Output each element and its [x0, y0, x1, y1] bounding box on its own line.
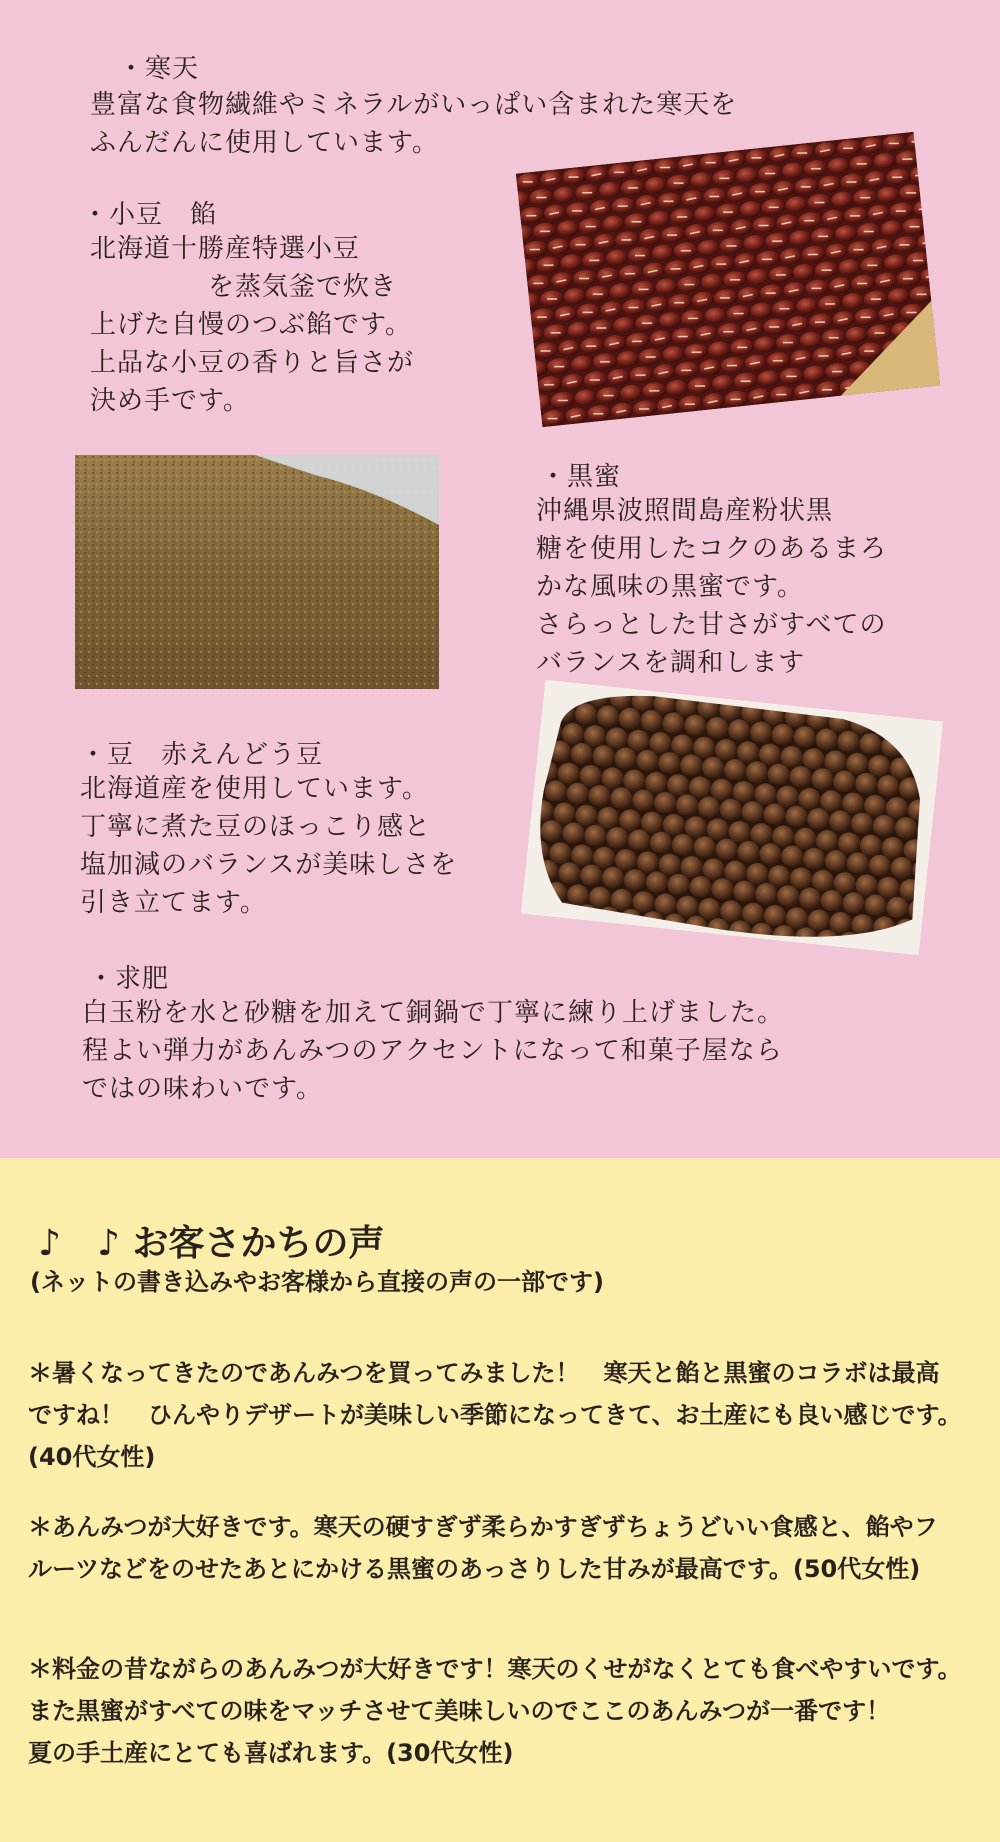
voices-title: ♪ ♪ お客さかちの声	[38, 1223, 385, 1264]
mame-description: 北海道産を使用しています。 丁寧に煮た豆のほっこり感と 塩加減のバランスが美味しさを 引き立てます。	[80, 774, 458, 918]
red-peas-photo	[521, 680, 943, 956]
kanten-description: 豊富な食物繊維やミネラルがいっぱい含まれた寒天を ふんだんに使用しています。	[90, 90, 738, 158]
mame-heading: ・豆 赤えんどう豆	[80, 740, 324, 770]
review-1: ＊暑くなってきたのであんみつを買ってみました！ 寒天と餡と黒蜜のコラボは最高 ですね！ ひんやりデザートが美味しい季節になってきて、お土産にも良い感じです。 (40代女性)	[28, 1359, 962, 1471]
azuki-heading: ・小豆 餡	[82, 200, 218, 230]
azuki-beans-photo	[516, 132, 940, 427]
kanten-heading: ・寒天	[118, 54, 200, 84]
kuromitsu-heading: ・黒蜜	[540, 462, 622, 492]
gyuhi-description: 白玉粉を水と砂糖を加えて銅鍋で丁寧に練り上げました。 程よい弾力があんみつのアクセントになって和菓子屋なら ではの味わいです。	[82, 998, 785, 1104]
review-2: ＊あんみつが大好きです。寒天の硬すぎず柔らかすぎずちょうどいい食感と、餡やフ ルーツなどをのせたあとにかける黒蜜のあっさりした甘みが最高です。(50代女性)	[28, 1513, 938, 1583]
voices-subtitle: (ネットの書き込みやお客様から直接の声の一部です)	[30, 1268, 604, 1296]
azuki-description: 北海道十勝産特選小豆 を蒸気釜で炊き 上げた自慢のつぶ餡です。 上品な小豆の香りと旨さが 決め手です。	[90, 234, 415, 416]
gyuhi-heading: ・求肥	[88, 964, 170, 994]
kuromitsu-description: 沖縄県波照間島産粉状黒 糖を使用したコクのあるまろ かな風味の黒蜜です。 さらっとした甘さがすべての バランスを調和します	[536, 496, 888, 678]
review-3: ＊料金の昔ながらのあんみつが大好きです！寒天のくせがなくとても食べやすいです。 また黒蜜がすべての味をマッチさせて美味しいのでここのあんみつが一番です！ 夏の手土産にとても喜ばれます。(30代女性)	[28, 1655, 962, 1767]
brown-sugar-photo	[75, 455, 439, 689]
